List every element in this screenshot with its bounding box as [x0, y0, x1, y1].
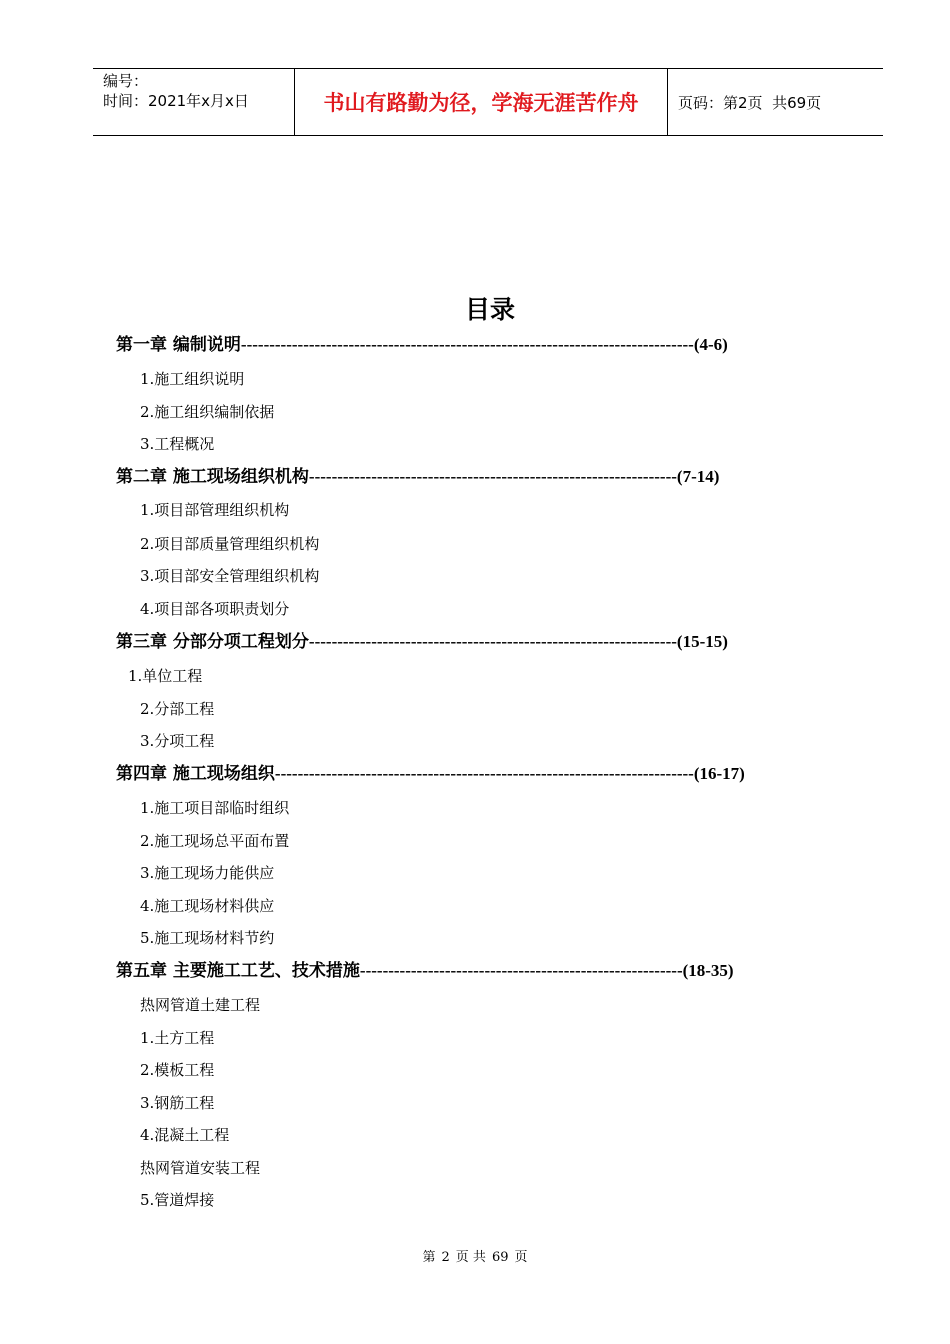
toc-chapter-2[interactable] — [116, 465, 719, 489]
footer-page-prefix: 第 — [422, 1250, 436, 1265]
page-header — [93, 68, 883, 136]
toc-item[interactable]: 3.施工现场力能供应 — [140, 864, 275, 882]
toc-item[interactable]: 5.管道焊接 — [140, 1191, 215, 1209]
toc-section-heading[interactable]: 热网管道安装工程 — [140, 1159, 261, 1177]
header-page-info: 页码：第2页 共69页 — [678, 93, 822, 112]
toc-item[interactable]: 4.项目部各项职责划分 — [140, 600, 290, 618]
toc-item[interactable]: 4.施工现场材料供应 — [140, 897, 275, 915]
header-page-info-cell — [668, 69, 883, 135]
header-number-label: 编号： — [103, 72, 149, 90]
chapter-leader: -------------------------------------------------------------------------- — [274, 764, 694, 783]
chapter-pages: (18-35) — [682, 961, 734, 980]
toc-item[interactable]: 3.钢筋工程 — [140, 1094, 215, 1112]
toc-item[interactable]: 5.施工现场材料节约 — [140, 929, 275, 947]
toc-chapter-4[interactable] — [116, 762, 745, 786]
toc-item[interactable]: 3.工程概况 — [140, 435, 215, 453]
toc-item[interactable]: 1.项目部管理组织机构 — [140, 501, 290, 519]
toc-item[interactable]: 2.分部工程 — [140, 700, 215, 718]
toc-item[interactable]: 1.施工项目部临时组织 — [140, 799, 290, 817]
chapter-title: 第四章 施工现场组织 — [116, 764, 275, 784]
toc-chapter-3[interactable] — [116, 630, 728, 654]
chapter-leader: --------------------------------------------------------- — [359, 961, 683, 980]
toc-item[interactable]: 1.土方工程 — [140, 1029, 215, 1047]
toc-item[interactable]: 4.混凝土工程 — [140, 1126, 230, 1144]
chapter-pages: (4-6) — [693, 335, 728, 354]
toc-item[interactable]: 2.项目部质量管理组织机构 — [140, 535, 320, 553]
chapter-pages: (7-14) — [676, 467, 720, 486]
toc-item[interactable]: 2.施工组织编制依据 — [140, 403, 275, 421]
chapter-title: 第五章 主要施工工艺、技术措施 — [116, 961, 360, 981]
chapter-leader: -------------------------------------------------------------------------------- — [240, 335, 694, 354]
footer-page-mid: 页 共 — [455, 1250, 486, 1265]
chapter-title: 第三章 分部分项工程划分 — [116, 632, 309, 652]
toc-item[interactable]: 2.施工现场总平面布置 — [140, 832, 290, 850]
toc-item[interactable]: 3.项目部安全管理组织机构 — [140, 567, 320, 585]
toc-item[interactable]: 1.单位工程 — [128, 667, 203, 685]
toc-section-heading[interactable]: 热网管道土建工程 — [140, 996, 261, 1014]
page-footer — [0, 1246, 950, 1265]
footer-page-total: 69 — [491, 1250, 509, 1265]
toc-title: 目录 — [464, 295, 515, 324]
chapter-pages: (16-17) — [693, 764, 745, 783]
footer-page-number: 2 — [441, 1250, 450, 1265]
header-motto: 书山有路勤为径，学海无涯苦作舟 — [295, 69, 668, 135]
toc-chapter-5[interactable] — [116, 959, 734, 983]
toc-item[interactable]: 1.施工组织说明 — [140, 370, 245, 388]
footer-page-suffix: 页 — [514, 1250, 528, 1265]
chapter-pages: (15-15) — [676, 632, 728, 651]
chapter-title: 第二章 施工现场组织机构 — [116, 467, 309, 487]
chapter-title: 第一章 编制说明 — [116, 335, 241, 355]
header-meta — [93, 69, 295, 135]
toc-item[interactable]: 2.模板工程 — [140, 1061, 215, 1079]
toc-item[interactable]: 3.分项工程 — [140, 732, 215, 750]
chapter-leader: ----------------------------------------------------------------- — [308, 632, 677, 651]
chapter-leader: ----------------------------------------------------------------- — [308, 467, 677, 486]
toc-chapter-1[interactable] — [116, 333, 728, 357]
header-time-label: 时间：2021年x月x日 — [103, 92, 249, 110]
